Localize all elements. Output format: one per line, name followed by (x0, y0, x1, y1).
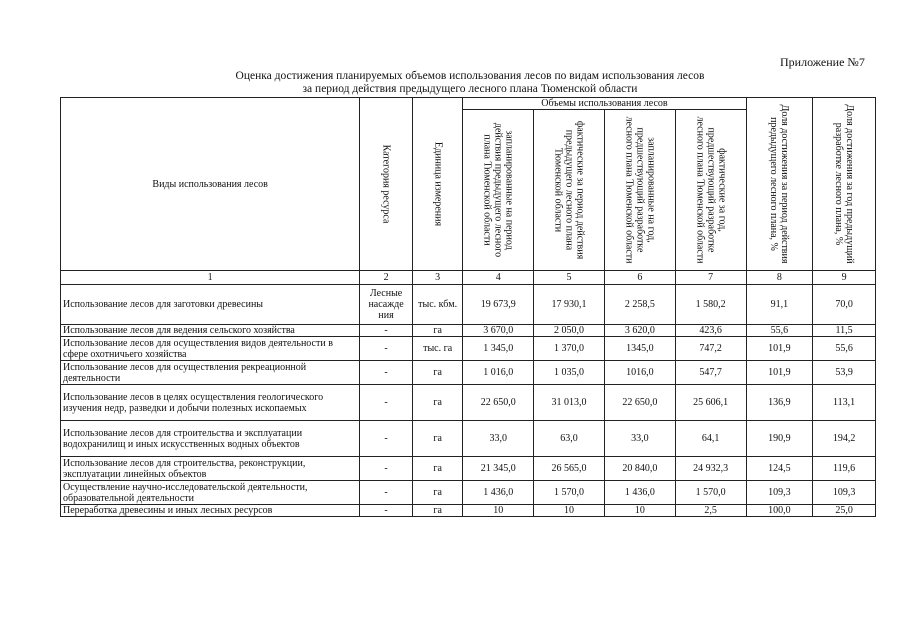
row-category: - (360, 325, 413, 337)
value-actual-period: 31 013,0 (534, 385, 605, 421)
document-title-line-1: Оценка достижения планируемых объемов использования лесов по видам использования лесов (235, 70, 705, 82)
value-share-period: 101,9 (746, 337, 813, 361)
table-row (61, 505, 876, 517)
row-unit: га (412, 505, 463, 517)
header-planned-year: запланированные на год, предшествующий разработке лесного плана Тюменской области (604, 110, 675, 271)
value-planned-year: 22 650,0 (604, 385, 675, 421)
column-number: 7 (675, 271, 746, 285)
value-actual-year: 423,6 (675, 325, 746, 337)
value-planned-period: 1 016,0 (463, 361, 534, 385)
row-unit: тыс. кбм. (412, 285, 463, 325)
header-share-period: Доля достижения за период действия предыдущего лесного плана, % (746, 98, 813, 271)
row-category: Лесные насажде ния (360, 285, 413, 325)
table-row (61, 421, 876, 457)
row-unit: га (412, 325, 463, 337)
value-planned-period: 1 345,0 (463, 337, 534, 361)
value-planned-year: 2 258,5 (604, 285, 675, 325)
value-actual-period: 26 565,0 (534, 457, 605, 481)
row-name: Использование лесов в целях осуществления геологического изучения недр, разведки и добычи полезных ископаемых (61, 385, 360, 421)
row-name: Использование лесов для ведения сельского хозяйства (61, 325, 360, 337)
header-kind: Виды использования лесов (61, 98, 360, 271)
row-name: Использование лесов для осуществления видов деятельности в сфере охотничьего хозяйства (61, 337, 360, 361)
value-actual-period: 1 035,0 (534, 361, 605, 385)
table-row (61, 361, 876, 385)
row-unit: га (412, 457, 463, 481)
row-unit: га (412, 361, 463, 385)
column-number: 9 (813, 271, 876, 285)
value-actual-period: 2 050,0 (534, 325, 605, 337)
value-planned-period: 3 670,0 (463, 325, 534, 337)
value-share-period: 190,9 (746, 421, 813, 457)
value-planned-year: 33,0 (604, 421, 675, 457)
table-row (61, 481, 876, 505)
value-share-year: 55,6 (813, 337, 876, 361)
row-category: - (360, 481, 413, 505)
table-row (61, 285, 876, 325)
value-actual-period: 63,0 (534, 421, 605, 457)
value-share-period: 136,9 (746, 385, 813, 421)
value-planned-year: 20 840,0 (604, 457, 675, 481)
header-volumes: Объемы использования лесов (463, 98, 746, 110)
column-number: 3 (412, 271, 463, 285)
table-row (61, 325, 876, 337)
value-planned-period: 22 650,0 (463, 385, 534, 421)
header-unit: Единица измерения (412, 98, 463, 271)
column-number: 4 (463, 271, 534, 285)
value-actual-period: 1 570,0 (534, 481, 605, 505)
row-name: Использование лесов для строительства, реконструкции, эксплуатации линейных объектов (61, 457, 360, 481)
value-share-year: 11,5 (813, 325, 876, 337)
row-unit: тыс. га (412, 337, 463, 361)
column-number: 1 (61, 271, 360, 285)
document-title-line-2: за период действия предыдущего лесного плана Тюменской области (302, 83, 638, 95)
value-share-year: 109,3 (813, 481, 876, 505)
row-unit: га (412, 481, 463, 505)
value-planned-period: 33,0 (463, 421, 534, 457)
header-share-year: Доля достижения за год предыдущий разработке лесного плана, % (813, 98, 876, 271)
value-planned-period: 21 345,0 (463, 457, 534, 481)
value-planned-year: 1016,0 (604, 361, 675, 385)
row-unit: га (412, 421, 463, 457)
value-actual-year: 2,5 (675, 505, 746, 517)
value-share-period: 55,6 (746, 325, 813, 337)
value-actual-year: 25 606,1 (675, 385, 746, 421)
appendix-label: Приложение №7 (780, 55, 865, 69)
table-row (61, 457, 876, 481)
table-row (61, 337, 876, 361)
row-category: - (360, 337, 413, 361)
row-name: Переработка древесины и иных лесных ресурсов (61, 505, 360, 517)
value-actual-year: 547,7 (675, 361, 746, 385)
value-planned-year: 10 (604, 505, 675, 517)
row-name: Осуществление научно-исследовательской деятельности, образовательной деятельности (61, 481, 360, 505)
value-share-year: 25,0 (813, 505, 876, 517)
column-number: 5 (534, 271, 605, 285)
value-share-period: 109,3 (746, 481, 813, 505)
value-share-period: 91,1 (746, 285, 813, 325)
row-category: - (360, 361, 413, 385)
value-share-year: 119,6 (813, 457, 876, 481)
value-share-year: 70,0 (813, 285, 876, 325)
value-actual-year: 1 580,2 (675, 285, 746, 325)
value-share-year: 113,1 (813, 385, 876, 421)
value-planned-period: 19 673,9 (463, 285, 534, 325)
value-share-year: 194,2 (813, 421, 876, 457)
row-name: Использование лесов для осуществления рекреационной деятельности (61, 361, 360, 385)
value-share-period: 101,9 (746, 361, 813, 385)
value-planned-year: 1 436,0 (604, 481, 675, 505)
row-category: - (360, 385, 413, 421)
value-actual-year: 1 570,0 (675, 481, 746, 505)
value-planned-year: 1345,0 (604, 337, 675, 361)
column-number: 8 (746, 271, 813, 285)
value-actual-period: 10 (534, 505, 605, 517)
header-planned-period: запланированные на период действия предыдущего лесного плана Тюменской области (463, 110, 534, 271)
column-number: 6 (604, 271, 675, 285)
column-number: 2 (360, 271, 413, 285)
value-planned-period: 10 (463, 505, 534, 517)
row-category: - (360, 457, 413, 481)
value-actual-year: 747,2 (675, 337, 746, 361)
value-actual-period: 17 930,1 (534, 285, 605, 325)
header-category: Категория ресурса (360, 98, 413, 271)
header-actual-year: фактические за год, предшествующий разработке лесного плана Тюменской области (675, 110, 746, 271)
value-share-period: 124,5 (746, 457, 813, 481)
forest-use-table (60, 97, 876, 517)
table-row (61, 385, 876, 421)
row-category: - (360, 505, 413, 517)
value-share-year: 53,9 (813, 361, 876, 385)
row-name: Использование лесов для заготовки древесины (61, 285, 360, 325)
value-actual-period: 1 370,0 (534, 337, 605, 361)
row-category: - (360, 421, 413, 457)
value-share-period: 100,0 (746, 505, 813, 517)
value-planned-year: 3 620,0 (604, 325, 675, 337)
value-actual-year: 24 932,3 (675, 457, 746, 481)
value-actual-year: 64,1 (675, 421, 746, 457)
column-number-row (61, 271, 876, 285)
row-name: Использование лесов для строительства и эксплуатации водохранилищ и иных искусственных водных объектов (61, 421, 360, 457)
value-planned-period: 1 436,0 (463, 481, 534, 505)
row-unit: га (412, 385, 463, 421)
header-actual-period: фактические за период действия предыдущего лесного плана Тюменской области (534, 110, 605, 271)
